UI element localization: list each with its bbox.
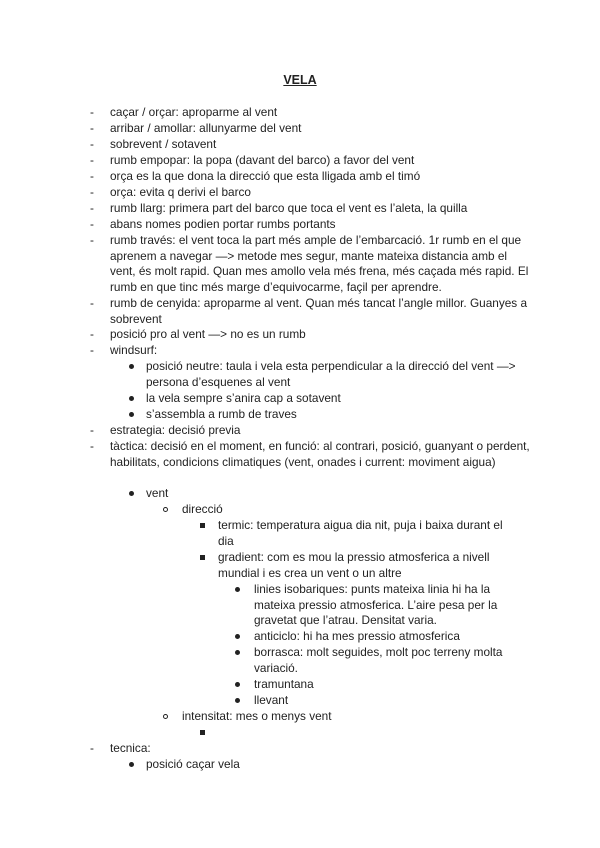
ring-bullet-icon xyxy=(163,714,168,719)
dash-marker: - xyxy=(90,137,94,151)
list-item: rumb empopar: la popa (davant del barco) a favor del vent xyxy=(110,153,415,167)
dash-marker: - xyxy=(90,105,94,119)
dash-marker: - xyxy=(90,741,94,755)
list-item: arribar / amollar: allunyarme del vent xyxy=(110,121,302,135)
dash-marker: - xyxy=(90,185,94,199)
dot-bullet-icon xyxy=(235,634,240,639)
ring-bullet-icon xyxy=(163,507,168,512)
list-item: abans nomes podien portar rumbs portants xyxy=(110,217,336,231)
list-item: posició caçar vela xyxy=(146,757,240,771)
list-item: linies isobariques: punts mateixa linia hi ha la mateixa pressio atmosferica. L’aire pesa per la gravetat que l’atrau. Densitat varia. xyxy=(254,582,498,628)
list-item: la vela sempre s’anira cap a sotavent xyxy=(146,391,341,405)
list-item: windsurf: xyxy=(110,343,158,357)
list-item: tecnica: xyxy=(110,741,151,755)
list-item: gradient: com es mou la pressio atmosferica a nivell mundial i es crea un vent o un altre xyxy=(218,550,490,580)
list-item: termic: temperatura aigua dia nit, puja i baixa durant el dia xyxy=(218,518,503,548)
dash-marker: - xyxy=(90,327,94,341)
list-item: anticiclo: hi ha mes pressio atmosferica xyxy=(254,629,460,643)
dash-marker: - xyxy=(90,439,94,453)
list-item: rumb de cenyida: aproparme al vent. Quan més tancat l’angle millor. Guanyes a sobrevent xyxy=(110,296,528,326)
dot-bullet-icon xyxy=(235,587,240,592)
dot-bullet-icon xyxy=(235,650,240,655)
list-item: estrategia: decisió previa xyxy=(110,423,241,437)
list-item: posició neutre: taula i vela esta perpendicular a la direcció del vent —> persona d’esquenes al vent xyxy=(146,359,516,389)
list-item: vent xyxy=(146,486,169,500)
dash-marker: - xyxy=(90,201,94,215)
dash-marker: - xyxy=(90,169,94,183)
dash-marker: - xyxy=(90,343,94,357)
dash-marker: - xyxy=(90,217,94,231)
square-bullet-icon xyxy=(200,730,205,735)
square-bullet-icon xyxy=(200,555,205,560)
page-title: VELA xyxy=(283,73,317,87)
list-item: rumb llarg: primera part del barco que toca el vent es l’aleta, la quilla xyxy=(110,201,468,215)
list-item: borrasca: molt seguides, molt poc terreny molta variació. xyxy=(254,645,503,675)
list-item: posició pro al vent —> no es un rumb xyxy=(110,327,306,341)
list-item: rumb través: el vent toca la part més ample de l’embarcació. 1r rumb en el que aprenem a navegar —> metode mes segur, mante mateixa distancia amb el vent, és molt rapid. Quan mes amollo vela més frena, més caçada més rapid. El rumb en que tinc més marge d’equivocarme, façil per aprendre. xyxy=(110,233,529,294)
dash-marker: - xyxy=(90,233,94,247)
dot-bullet-icon xyxy=(129,412,134,417)
dash-marker: - xyxy=(90,153,94,167)
list-item: orça: evita q derivi el barco xyxy=(110,185,251,199)
dot-bullet-icon xyxy=(235,698,240,703)
dash-marker: - xyxy=(90,296,94,310)
dot-bullet-icon xyxy=(129,762,134,767)
dot-bullet-icon xyxy=(235,682,240,687)
dot-bullet-icon xyxy=(129,396,134,401)
dot-bullet-icon xyxy=(129,491,134,496)
list-item: s’assembla a rumb de traves xyxy=(146,407,297,421)
list-item: caçar / orçar: aproparme al vent xyxy=(110,105,278,119)
list-item: direcció xyxy=(182,502,223,516)
dash-marker: - xyxy=(90,423,94,437)
square-bullet-icon xyxy=(200,523,205,528)
dash-marker: - xyxy=(90,121,94,135)
list-item: tàctica: decisió en el moment, en funció: al contrari, posició, guanyant o perdent, habilitats, condicions climatiques (vent, onades i current: moviment aigua) xyxy=(110,439,530,469)
list-item: orça es la que dona la direcció que esta lligada amb el timó xyxy=(110,169,421,183)
dot-bullet-icon xyxy=(129,364,134,369)
list-item: intensitat: mes o menys vent xyxy=(182,709,332,723)
list-item: llevant xyxy=(254,693,289,707)
list-item: tramuntana xyxy=(254,677,314,691)
list-item: sobrevent / sotavent xyxy=(110,137,217,151)
